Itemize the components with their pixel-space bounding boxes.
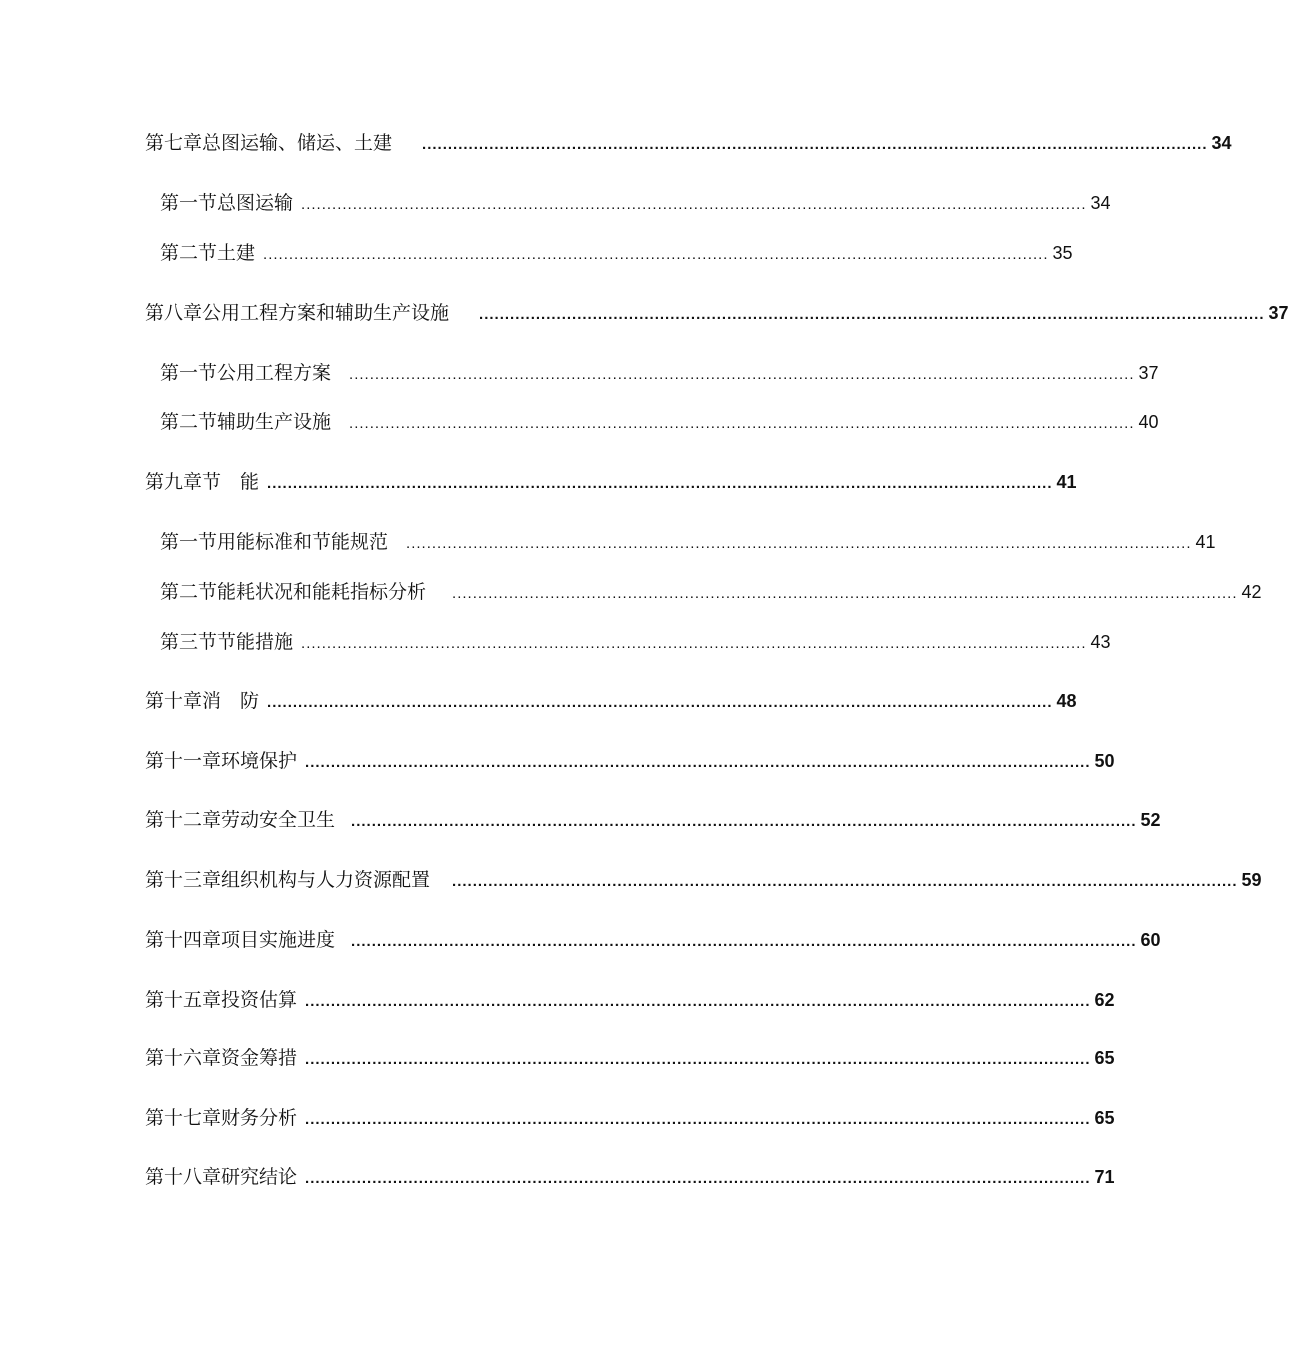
toc-entry	[145, 985, 1115, 1011]
toc-leader-dots: ........................................................................................................................................................	[351, 933, 1137, 950]
toc-leader-dots: ........................................................................................................................................................	[263, 246, 1049, 263]
toc-page-number: 41	[1056, 472, 1077, 492]
toc-page-number: 34	[1211, 133, 1232, 153]
toc-entry	[160, 238, 1073, 264]
toc-chapter-number: 第十六章	[145, 1047, 222, 1069]
toc-leader-dots: ........................................................................................................................................................	[351, 813, 1137, 830]
toc-leader-dots: ........................................................................................................................................................	[301, 196, 1087, 213]
toc-title: 用能标准和节能规范	[217, 531, 389, 553]
toc-title: 节 能	[202, 471, 260, 493]
toc-leader-dots: ........................................................................................................................................................	[349, 366, 1135, 383]
toc-leader-dots: ........................................................................................................................................................	[479, 306, 1265, 323]
toc-entry	[145, 686, 1077, 712]
toc-entry	[160, 627, 1111, 653]
toc-entry	[145, 805, 1161, 831]
toc-section-number: 第一节	[160, 192, 218, 214]
toc-title: 财务分析	[221, 1107, 298, 1129]
toc-section-number: 第三节	[160, 631, 218, 653]
toc-page-number: 37	[1268, 303, 1289, 323]
toc-title: 劳动安全卫生	[221, 809, 336, 831]
toc-chapter-number: 第十八章	[145, 1166, 222, 1188]
toc-entry	[145, 298, 1289, 324]
toc-page-number: 50	[1094, 751, 1115, 771]
toc-entry	[145, 1162, 1115, 1188]
toc-page-number: 59	[1241, 870, 1262, 890]
toc-title: 公用工程方案	[217, 362, 332, 384]
toc-entry	[145, 746, 1115, 772]
toc-section-number: 第一节	[160, 362, 218, 384]
toc-chapter-number: 第九章	[145, 471, 203, 493]
toc-page-number: 62	[1094, 990, 1115, 1010]
toc-title: 组织机构与人力资源配置	[221, 869, 431, 891]
toc-chapter-number: 第十五章	[145, 989, 222, 1011]
toc-leader-dots: ........................................................................................................................................................	[452, 873, 1238, 890]
toc-leader-dots: ........................................................................................................................................................	[349, 415, 1135, 432]
toc-section-number: 第二节	[160, 242, 218, 264]
toc-section-number: 第二节	[160, 411, 218, 433]
toc-page-number: 40	[1138, 412, 1159, 432]
toc-title: 资金筹措	[221, 1047, 298, 1069]
toc-section-number: 第二节	[160, 581, 218, 603]
toc-page-number: 43	[1090, 632, 1111, 652]
toc-page-number: 35	[1052, 243, 1073, 263]
toc-entry	[160, 358, 1159, 384]
toc-leader-dots: ........................................................................................................................................................	[305, 754, 1091, 771]
toc-section-number: 第一节	[160, 531, 218, 553]
toc-entry	[160, 527, 1216, 553]
toc-page-number: 71	[1094, 1167, 1115, 1187]
toc-page-number: 52	[1140, 810, 1161, 830]
toc-leader-dots: ........................................................................................................................................................	[305, 1051, 1091, 1068]
toc-title: 投资估算	[221, 989, 298, 1011]
toc-title: 总图运输	[217, 192, 294, 214]
toc-page-number: 42	[1241, 582, 1262, 602]
toc-chapter-number: 第八章	[145, 302, 203, 324]
toc-title: 环境保护	[221, 750, 298, 772]
toc-chapter-number: 第十七章	[145, 1107, 222, 1129]
toc-title: 土建	[217, 242, 256, 264]
toc-entry	[160, 577, 1262, 603]
toc-title: 辅助生产设施	[217, 411, 332, 433]
toc-page-number: 60	[1140, 930, 1161, 950]
toc-title: 节能措施	[217, 631, 294, 653]
toc-leader-dots: ........................................................................................................................................................	[301, 635, 1087, 652]
toc-entry	[145, 1103, 1115, 1129]
toc-entry	[160, 188, 1111, 214]
toc-leader-dots: ........................................................................................................................................................	[305, 993, 1091, 1010]
toc-page-number: 37	[1138, 363, 1159, 383]
toc-title: 能耗状况和能耗指标分析	[217, 581, 427, 603]
toc-chapter-number: 第七章	[145, 132, 203, 154]
toc-leader-dots: ........................................................................................................................................................	[422, 136, 1208, 153]
toc-entry	[145, 1043, 1115, 1069]
toc-entry	[145, 467, 1077, 493]
toc-leader-dots: ........................................................................................................................................................	[305, 1170, 1091, 1187]
toc-chapter-number: 第十章	[145, 690, 203, 712]
toc-title: 消 防	[202, 690, 260, 712]
toc-page-number: 48	[1056, 691, 1077, 711]
toc-title: 公用工程方案和辅助生产设施	[202, 302, 450, 324]
toc-title: 项目实施进度	[221, 929, 336, 951]
toc-title: 研究结论	[221, 1166, 298, 1188]
toc-page-number: 65	[1094, 1108, 1115, 1128]
toc-entry	[145, 925, 1161, 951]
toc-leader-dots: ........................................................................................................................................................	[406, 535, 1192, 552]
toc-leader-dots: ........................................................................................................................................................	[305, 1111, 1091, 1128]
toc-title: 总图运输、储运、土建	[202, 132, 393, 154]
toc-leader-dots: ........................................................................................................................................................	[267, 694, 1053, 711]
toc-chapter-number: 第十一章	[145, 750, 222, 772]
toc-chapter-number: 第十二章	[145, 809, 222, 831]
toc-leader-dots: ........................................................................................................................................................	[452, 585, 1238, 602]
toc-chapter-number: 第十四章	[145, 929, 222, 951]
toc-leader-dots: ........................................................................................................................................................	[267, 475, 1053, 492]
toc-entry	[160, 407, 1159, 433]
toc-entry	[145, 865, 1262, 891]
toc-page-number: 65	[1094, 1048, 1115, 1068]
toc-chapter-number: 第十三章	[145, 869, 222, 891]
toc-page-number: 34	[1090, 193, 1111, 213]
toc-page-number: 41	[1195, 532, 1216, 552]
toc-entry	[145, 128, 1232, 154]
